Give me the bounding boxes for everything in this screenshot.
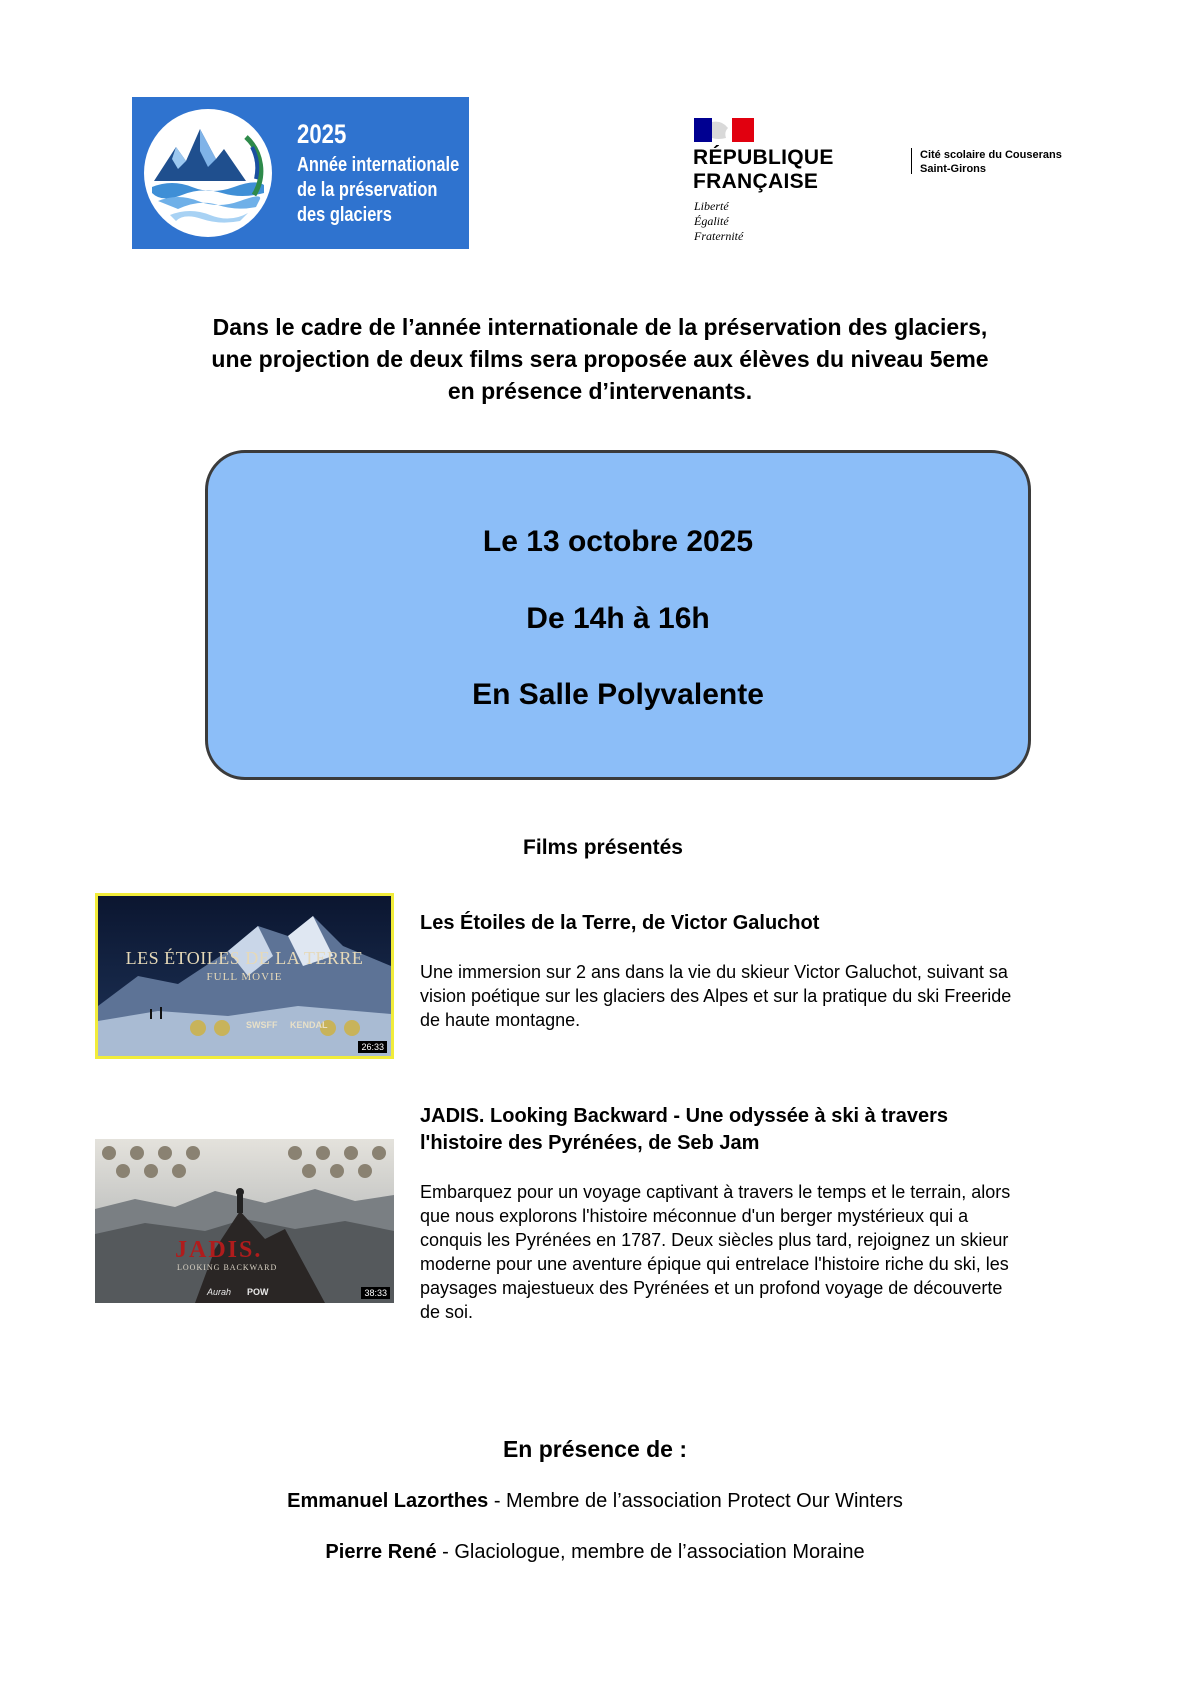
film-description-line: conquis les Pyrénées en 1787. Deux siècles plus tard, rejoignez un skieur [420,1230,1009,1250]
films-heading-text: Films présentés [523,836,683,859]
glacier-emblem-icon [142,107,282,239]
glacier-year-logo [132,97,469,249]
film-description-line: que nous explorons l'histoire méconnue d'un berger mystérieux qui a [420,1206,969,1226]
event-place: En Salle Polyvalente [472,678,764,711]
film-description-line: de soi. [420,1302,474,1322]
film-title-line: JADIS. Looking Backward - Une odyssée à ski à travers [420,1105,948,1127]
film-description-line: Embarquez pour un voyage captivant à travers le temps et le terrain, alors [420,1182,1011,1202]
glacier-logo-line3: des glaciers [297,204,392,226]
poster-duration: 38:33 [361,1287,390,1299]
poster-subtitle: LOOKING BACKWARD [177,1263,278,1272]
school-divider [911,148,912,174]
republique-line1: RÉPUBLIQUE [693,146,834,169]
guest-entry [0,1490,1190,1513]
poster-title: JADIS. [175,1237,263,1263]
film-description [420,960,1100,1032]
film-description-line: de haute montagne. [420,1010,581,1030]
film-title-line: l'histoire des Pyrénées, de Seb Jam [420,1132,760,1154]
glacier-logo-year: 2025 [297,119,347,149]
film-description-line: moderne pour une aventure épique qui entrelace l'histoire riche du ski, les [420,1254,1009,1274]
film-title [420,910,1100,937]
intro-line: en présence d’intervenants. [447,378,753,404]
guest-role: - Membre de l’association Protect Our Winters [488,1490,903,1512]
festival-badge: SWSFF [246,1020,278,1030]
poster-subtitle: FULL MOVIE [206,971,283,983]
intro-line: une projection de deux films sera proposée aux élèves du niveau 5eme [211,346,989,372]
motto-fraternite: Fraternité [694,229,744,243]
guests-heading: En présence de : [502,1436,688,1462]
glacier-logo-line2: de la préservation [297,179,438,201]
film-title [420,1103,1100,1157]
event-date: Le 13 octobre 2025 [482,525,754,558]
school-name: Cité scolaire du Couserans [920,149,1062,161]
event-time: De 14h à 16h [526,602,710,635]
film-description-line: Une immersion sur 2 ans dans la vie du skieur Victor Galuchot, suivant sa [420,962,1008,982]
film-description [420,1180,1100,1324]
guest-entry [0,1541,1190,1564]
republique-line2: FRANÇAISE [693,170,819,193]
sponsor-logo: Aurah [207,1287,232,1297]
motto-liberte: Liberté [694,199,729,213]
poster-title: LES ÉTOILES DE LA TERRE [125,948,364,968]
film-poster-jadis [95,1139,394,1303]
school-city: Saint-Girons [920,163,987,175]
poster-duration: 26:33 [358,1041,387,1053]
film-description-line: vision poétique sur les glaciers des Alpes et sur la pratique du ski Freeride [420,986,1012,1006]
marianne-flag-icon [694,118,754,142]
festival-badge: KENDAL [290,1020,328,1030]
motto-egalite: Égalité [694,214,729,228]
guest-name: Emmanuel Lazorthes [287,1490,489,1512]
intro-paragraph [150,311,1050,407]
intro-line: Dans le cadre de l’année internationale de la préservation des glaciers, [212,314,988,340]
guest-name: Pierre René [325,1541,437,1563]
film-poster-etoiles [95,893,394,1059]
film-description-line: paysages majestueux des Pyrénées et un profond voyage de découverte [420,1278,1003,1298]
glacier-logo-line1: Année internationale [297,154,460,176]
guest-role: - Glaciologue, membre de l’association Moraine [436,1541,865,1563]
poster-image [95,1139,394,1303]
films-heading [0,836,1190,860]
event-info-box [205,450,1031,780]
film-title-line: Les Étoiles de la Terre, de Victor Galuchot [420,912,820,934]
sponsor-logo: POW [247,1287,269,1297]
